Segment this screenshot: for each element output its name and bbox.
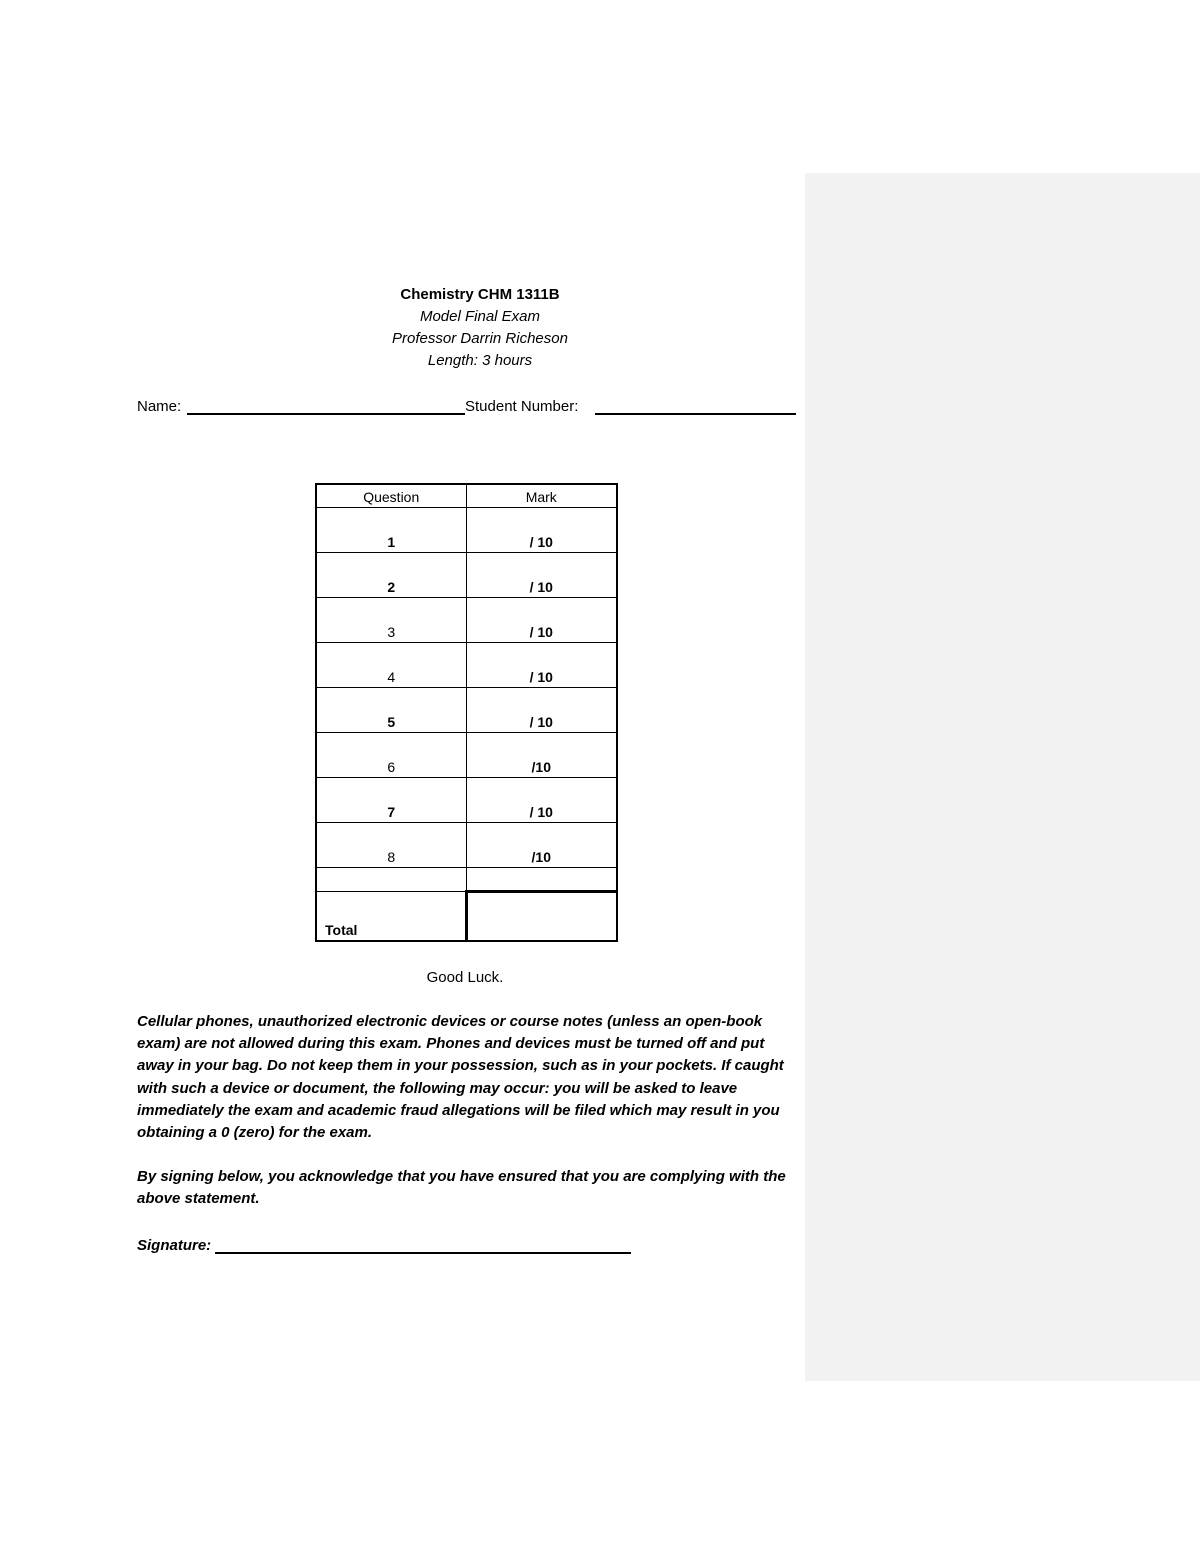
good-luck-text: Good Luck. — [426, 969, 504, 986]
mark-column-header: Mark — [466, 484, 617, 508]
table-row — [316, 778, 617, 823]
question-number: 5 — [316, 688, 466, 733]
question-mark[interactable]: / 10 — [466, 553, 617, 598]
device-policy-notice: Cellular phones, unauthorized electronic devices or course notes (unless an open-book exam) are not allowed during this exam. Phones and devices must be turned off and put away in your bag. Do not keep them in your possession, such as in your pockets. If caught with such a device or document, the following may occur: you will be asked to leave immediately the exam and academic fraud allegations will be filed which may result in you obtaining a 0 (zero) for the exam. — [137, 1013, 784, 1142]
signature-row — [137, 1235, 637, 1257]
course-title: Chemistry CHM 1311B — [400, 286, 560, 303]
question-mark[interactable]: / 10 — [466, 508, 617, 553]
table-row — [316, 823, 617, 868]
total-label: Total — [316, 892, 466, 942]
total-row — [316, 892, 617, 942]
student-number-field[interactable] — [595, 413, 796, 415]
question-number: 7 — [316, 778, 466, 823]
table-row — [316, 643, 617, 688]
question-mark[interactable]: / 10 — [466, 598, 617, 643]
comment-pane — [805, 173, 1200, 1381]
question-mark[interactable]: / 10 — [466, 778, 617, 823]
student-info-fields — [137, 396, 797, 418]
table-spacer-row — [316, 868, 617, 892]
exam-length: Length: 3 hours — [427, 352, 533, 369]
spacer-cell — [466, 868, 617, 892]
question-mark[interactable]: / 10 — [466, 643, 617, 688]
name-field[interactable] — [187, 413, 465, 415]
table-row — [316, 508, 617, 553]
question-number: 4 — [316, 643, 466, 688]
question-number: 1 — [316, 508, 466, 553]
total-mark-box[interactable] — [466, 892, 617, 942]
name-label: Name: — [137, 398, 182, 415]
table-row — [316, 553, 617, 598]
question-mark[interactable]: /10 — [466, 733, 617, 778]
signature-field[interactable] — [215, 1252, 631, 1254]
signature-label: Signature: — [137, 1237, 212, 1254]
question-number: 3 — [316, 598, 466, 643]
table-header-row — [316, 484, 617, 508]
student-number-label: Student Number: — [465, 398, 579, 415]
table-row — [316, 598, 617, 643]
question-number: 8 — [316, 823, 466, 868]
question-number: 2 — [316, 553, 466, 598]
exam-type: Model Final Exam — [419, 308, 541, 325]
question-mark[interactable]: /10 — [466, 823, 617, 868]
question-column-header: Question — [316, 484, 466, 508]
question-number: 6 — [316, 733, 466, 778]
professor-name: Professor Darrin Richeson — [392, 330, 568, 347]
exam-header — [300, 284, 660, 372]
question-mark[interactable]: / 10 — [466, 688, 617, 733]
spacer-cell — [316, 868, 466, 892]
table-row — [316, 733, 617, 778]
table-row — [316, 688, 617, 733]
marks-table — [315, 483, 618, 942]
acknowledgement-text: By signing below, you acknowledge that you have ensured that you are complying with the above statement. — [137, 1168, 786, 1208]
